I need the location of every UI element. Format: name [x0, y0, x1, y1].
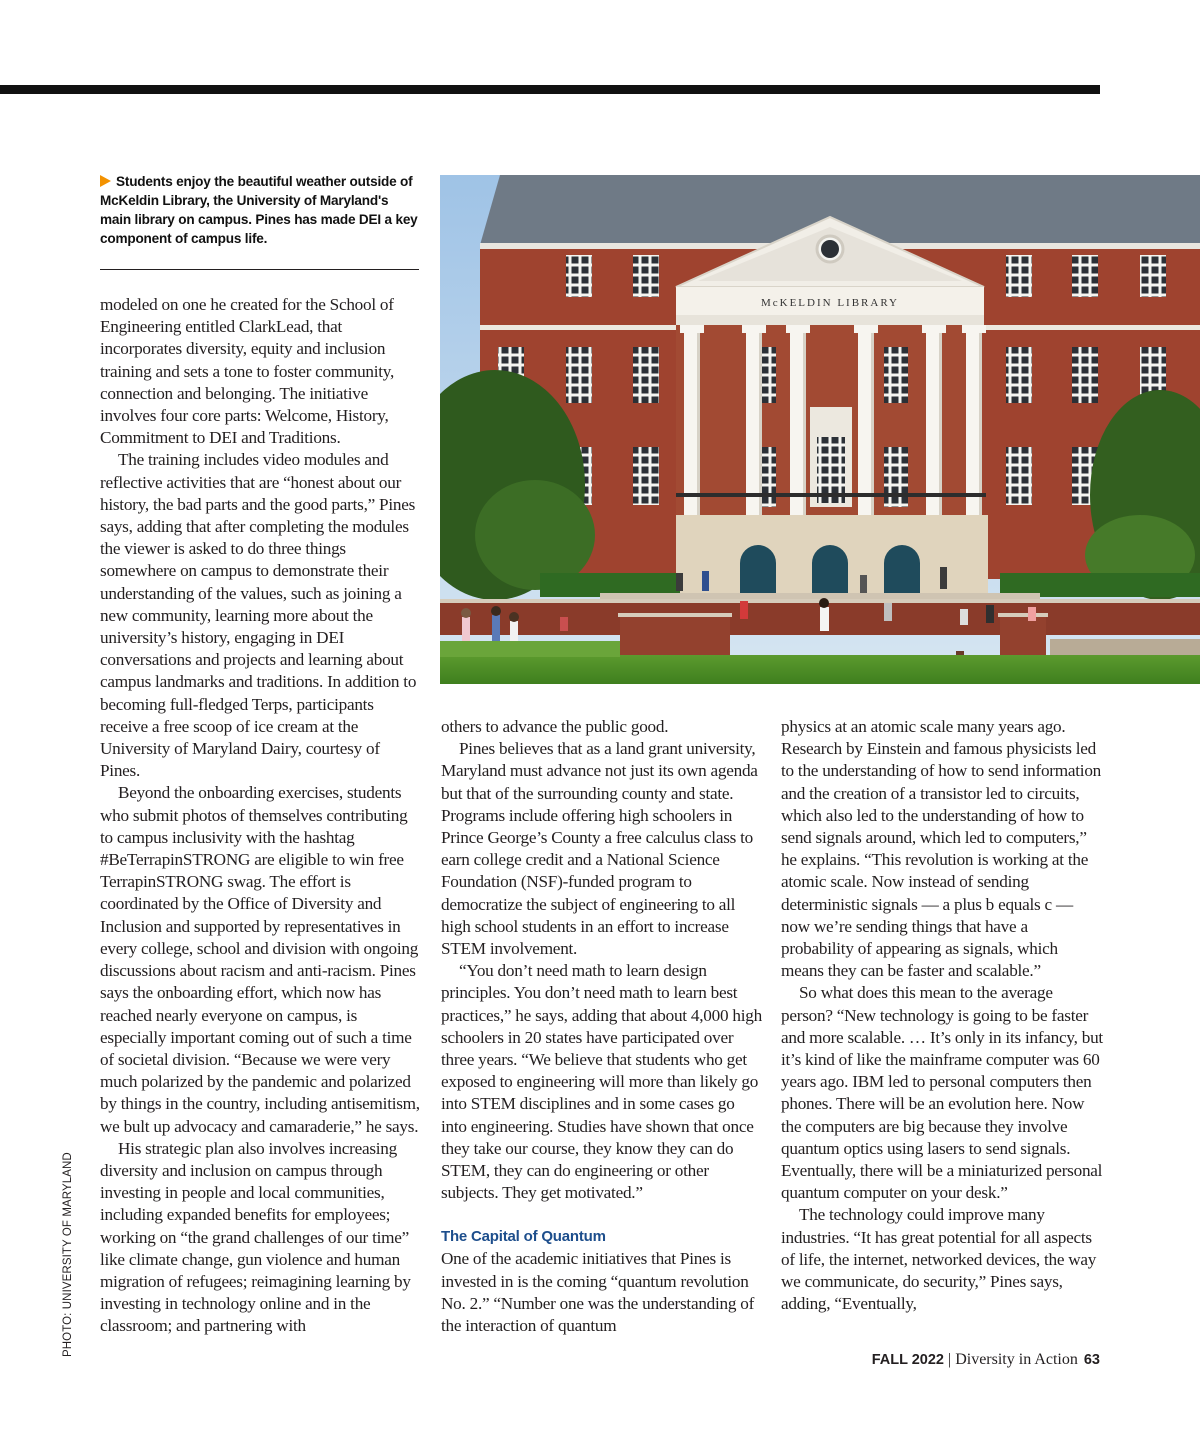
mckeldin-library-photo [440, 175, 1200, 684]
page-footer [872, 1351, 1100, 1369]
paragraph: So what does this mean to the average person? “New technology is going to be faster and more scalable. … It’s only in its infancy, but it’s kind of like the mainframe computer was 60 years ago. IBM led to personal computers then phones. There will be an evolution here. Now the computers are big because they involve quantum optics using lasers to send signals. Eventually, there will be a miniaturized personal quantum computer on your desk.” [781, 983, 1103, 1203]
footer-publication: Diversity in Action [955, 1351, 1078, 1368]
caption-arrow-icon [100, 175, 111, 187]
paragraph: Beyond the onboarding exercises, students who submit photos of themselves contributing to campus inclusivity with the hashtag #BeTerrapinSTRONG are eligible to win free TerrapinSTRONG swag. The effort is coordinated by the Office of Diversity and Inclusion and supported by representatives in every college, school and division with ongoing discussions about racism and anti-racism. Pines says the onboarding effort, which now has reached nearly everyone on campus, is especially important coming out of such a time of societal division. “Because we were very much polarized by the pandemic and polarized by things in the country, including antisemitism, we bult up advocacy and camaraderie,” he says. [100, 783, 420, 1136]
footer-season: FALL 2022 [871, 1352, 944, 1368]
paragraph: physics at an atomic scale many years ago. Research by Einstein and famous physicists led to the understanding of how to send information and the creation of a transistor led to circuits, which also led to the understanding of how to send signals around, which led to computers,” he explains. “This revolution is working at the atomic scale. Now instead of sending deterministic signals — a plus b equals c — now we’re sending things that have a probability of appearing as signals, which means they can be faster and scalable.” [781, 717, 1102, 981]
paragraph: others to advance the public good. [441, 717, 669, 736]
top-rule [0, 85, 1100, 94]
paragraph: modeled on one he created for the School of Engineering entitled ClarkLead, that incorporates diversity, equity and inclusion training and sets a tone to foster community, connection and belonging. The initiative involves four core parts: Welcome, History, Commitment to DEI and Traditions. [100, 295, 395, 448]
paragraph: The training includes video modules and reflective activities that are “honest about our history, the bad parts and the good parts,” Pines says, adding that after completing the modules the viewer is asked to do three things somewhere on campus to demonstrate their understanding of the values, such as joining a new community, learning more about the university’s history, engaging in DEI conversations and projects and learning about campus landmarks and traditions. In addition to becoming full-fledged Terps, participants receive a free scoop of ice cream at the University of Maryland Dairy, courtesy of Pines. [100, 450, 417, 781]
photo-credit-text: PHOTO: UNIVERSITY OF MARYLAND [62, 1152, 74, 1357]
column-1 [100, 294, 422, 1338]
column-3 [781, 716, 1103, 1315]
paragraph: One of the academic initiatives that Pines is invested in is the coming “quantum revolution No. 2.” “Number one was the understanding of the interaction of quantum [441, 1249, 755, 1336]
caption-text: Students enjoy the beautiful weather outside of McKeldin Library, the University of Maryland's main library on campus. Pines has made DEI a key component of campus life. [100, 174, 418, 246]
paragraph: “You don’t need math to learn design principles. You don’t need math to learn best practices,” he says, adding that about 4,000 high schoolers in 20 states have participated over three years. “We believe that students who get exposed to engineering will more than likely go into STEM disciplines and in some cases go into engineering. Studies have shown that once they take our course, they know they can do STEM, they can do engineering or other subjects. They get motivated.” [441, 961, 762, 1203]
paragraph: Pines believes that as a land grant university, Maryland must advance not just its own agenda but that of the surrounding county and state. Programs include offering high schoolers in Prince George’s County a free calculus class to earn college credit and a National Science Foundation (NSF)-funded program to democratize the subject of engineering to all high school students in an effort to increase STEM involvement. [441, 739, 758, 959]
photo-caption [100, 172, 422, 248]
section-subhead: The Capital of Quantum [441, 1228, 606, 1246]
caption-divider [100, 269, 419, 270]
paragraph: His strategic plan also involves increasing diversity and inclusion on campus through investing in people and local communities, including expanded benefits for employees; working on “the grand challenges of our time” like climate change, gun violence and human migration of refugees; reimagining learning by investing in technology online and in the classroom; and partnering with [100, 1138, 411, 1336]
column-2 [441, 716, 763, 1337]
paragraph: The technology could improve many industries. “It has great potential for all aspects of life, the internet, networked devices, the way we communicate, do security,” Pines says, adding, “Eventually, [781, 1205, 1097, 1314]
library-sign: McKELDIN LIBRARY [760, 297, 900, 309]
page-number: 63 [1083, 1352, 1100, 1368]
footer-separator: | [948, 1351, 952, 1368]
